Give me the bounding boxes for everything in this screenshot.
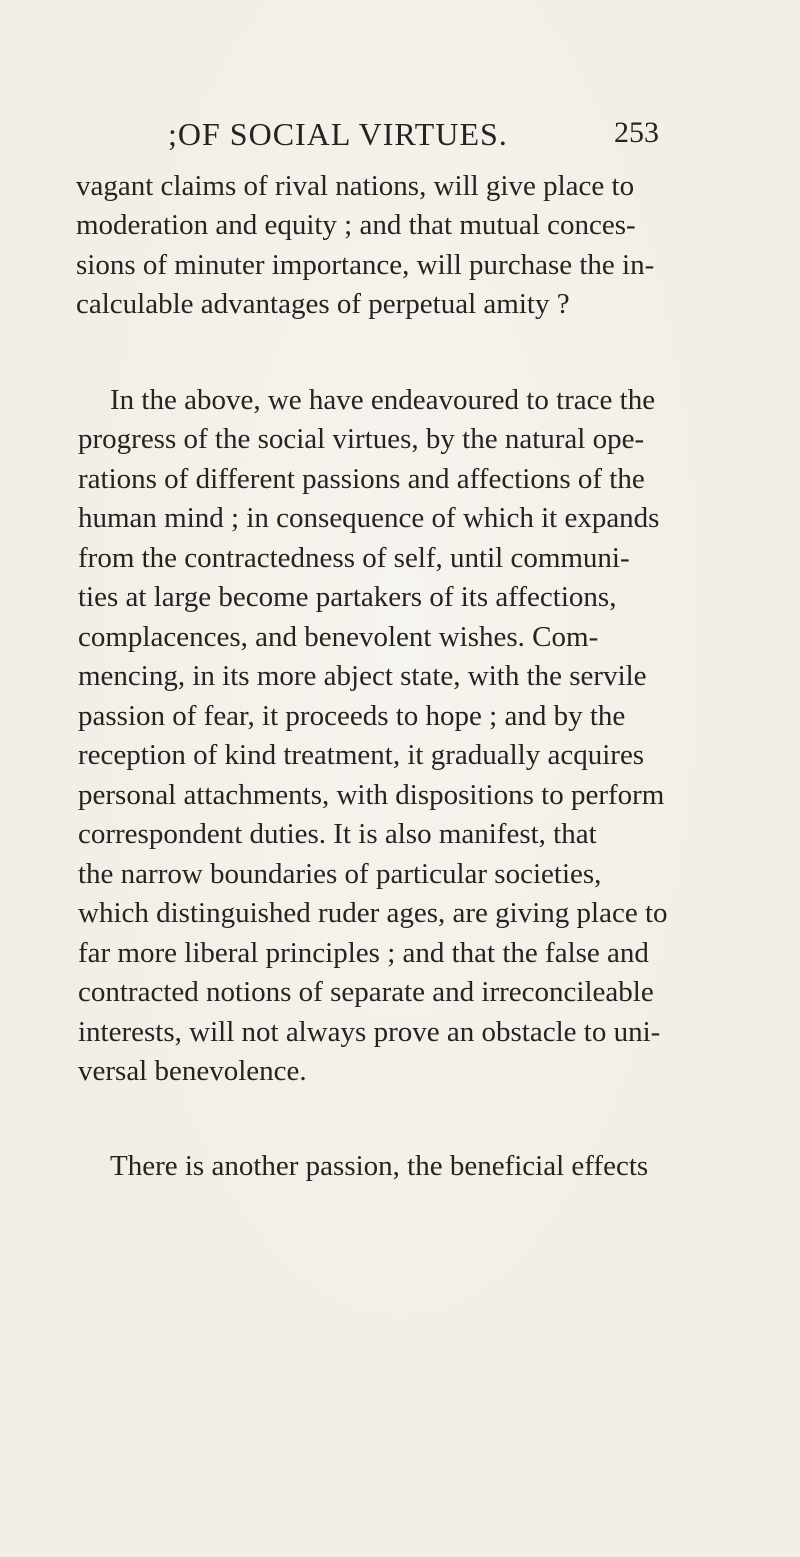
text-line: complacences, and benevolent wishes. Com- (78, 621, 599, 653)
text-line: far more liberal principles ; and that the false and (78, 937, 649, 969)
text-line: ties at large become partakers of its affections, (78, 581, 617, 613)
text-line: progress of the social virtues, by the natural ope- (78, 423, 645, 455)
text-line: human mind ; in consequence of which it expands (78, 502, 660, 534)
text-line: rations of different passions and affections of the (78, 463, 645, 495)
text-line: reception of kind treatment, it gradually acquires (78, 739, 645, 771)
text-line: personal attachments, with dispositions to perform (78, 779, 665, 811)
text-line: In the above, we have endeavoured to trace the (110, 384, 656, 416)
text-line: sions of minuter importance, will purchase the in- (76, 249, 655, 281)
text-line: versal benevolence. (78, 1055, 307, 1087)
text-line: mencing, in its more abject state, with the servile (78, 660, 647, 692)
text-line: correspondent duties. It is also manifest, that (78, 818, 597, 850)
text-line: vagant claims of rival nations, will give place to (76, 170, 635, 202)
text-line: which distinguished ruder ages, are giving place to (78, 897, 668, 929)
page-number: 253 (614, 116, 659, 149)
text-line: calculable advantages of perpetual amity ? (76, 288, 570, 320)
text-line: moderation and equity ; and that mutual conces- (76, 209, 636, 241)
text-line: interests, will not always prove an obstacle to uni- (78, 1016, 661, 1048)
text-line: passion of fear, it proceeds to hope ; and by the (78, 700, 626, 732)
text-line: the narrow boundaries of particular societies, (78, 858, 602, 890)
running-head: ;OF SOCIAL VIRTUES. (168, 116, 508, 152)
text-line: contracted notions of separate and irreconcileable (78, 976, 654, 1008)
text-line: There is another passion, the beneficial effects (110, 1150, 649, 1182)
text-line: from the contractedness of self, until communi- (78, 542, 630, 574)
